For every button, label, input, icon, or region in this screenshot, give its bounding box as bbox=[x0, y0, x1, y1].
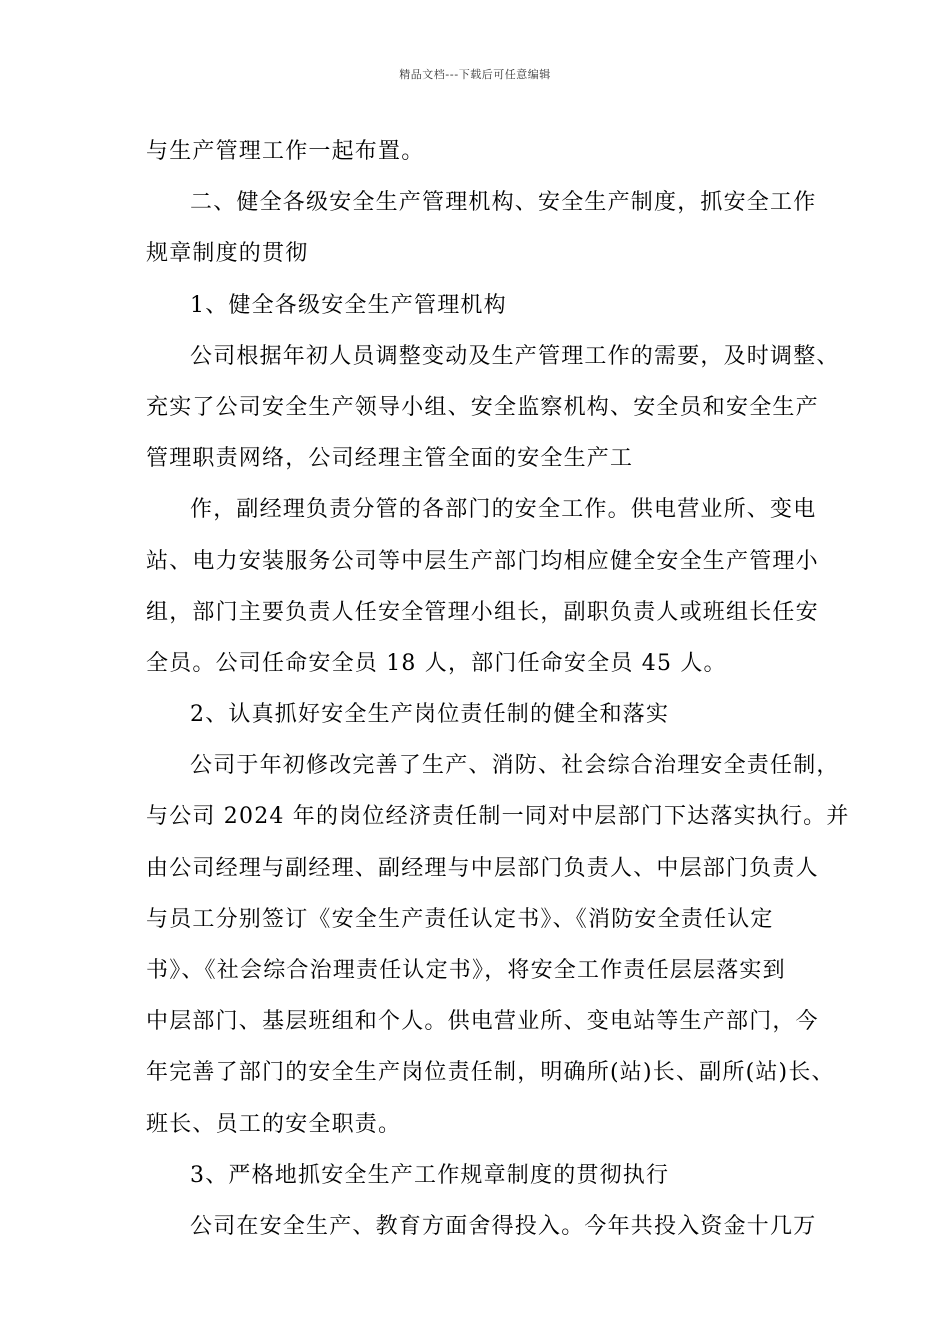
text-line: 与公司 2024 年的岗位经济责任制一同对中层部门下达落实执行。并 bbox=[146, 804, 850, 830]
section-heading: 二、健全各级安全生产管理机构、安全生产制度，抓安全工作 bbox=[190, 190, 817, 216]
page-header: 精品文档---下载后可任意编辑 bbox=[399, 68, 551, 81]
text-line: 站、电力安装服务公司等中层生产部门均相应健全安全生产管理小 bbox=[146, 548, 819, 574]
text-line: 公司于年初修改完善了生产、消防、社会综合治理安全责任制， bbox=[190, 753, 840, 779]
text-line: 作，副经理负责分管的各部门的安全工作。供电营业所、变电 bbox=[190, 497, 817, 523]
text-line: 由公司经理与副经理、副经理与中层部门负责人、中层部门负责人 bbox=[146, 855, 819, 881]
text-line: 书》、《社会综合治理责任认定书》，将安全工作责任层层落实到 bbox=[146, 958, 786, 983]
text-line: 与生产管理工作一起布置。 bbox=[146, 139, 425, 164]
text-line: 规章制度的贯彻 bbox=[146, 241, 309, 267]
text-line: 管理职责网络，公司经理主管全面的安全生产工 bbox=[146, 446, 634, 472]
body-text bbox=[146, 126, 850, 1252]
text-line: 班长、员工的安全职责。 bbox=[146, 1111, 402, 1137]
text-line: 组，部门主要负责人任安全管理小组长，副职负责人或班组长任安 bbox=[146, 599, 819, 625]
text-line: 全员。公司任命安全员 18 人，部门任命安全员 45 人。 bbox=[146, 650, 727, 676]
text-line: 公司在安全生产、教育方面舍得投入。今年共投入资金十几万 bbox=[190, 1213, 817, 1239]
text-line: 公司根据年初人员调整变动及生产管理工作的需要，及时调整、 bbox=[190, 343, 840, 369]
text-line: 与员工分别签订《安全生产责任认定书》、《消防安全责任认定 bbox=[146, 906, 774, 932]
text-line: 中层部门、基层班组和个人。供电营业所、变电站等生产部门，今 bbox=[146, 1009, 819, 1035]
subsection-heading: 2、认真抓好安全生产岗位责任制的健全和落实 bbox=[190, 702, 670, 728]
subsection-heading: 1、健全各级安全生产管理机构 bbox=[190, 292, 507, 318]
subsection-heading: 3、严格地抓安全生产工作规章制度的贯彻执行 bbox=[190, 1162, 670, 1188]
text-line: 年完善了部门的安全生产岗位责任制，明确所(站)长、副所(站)长、 bbox=[146, 1060, 835, 1086]
text-line: 充实了公司安全生产领导小组、安全监察机构、安全员和安全生产 bbox=[146, 394, 819, 420]
